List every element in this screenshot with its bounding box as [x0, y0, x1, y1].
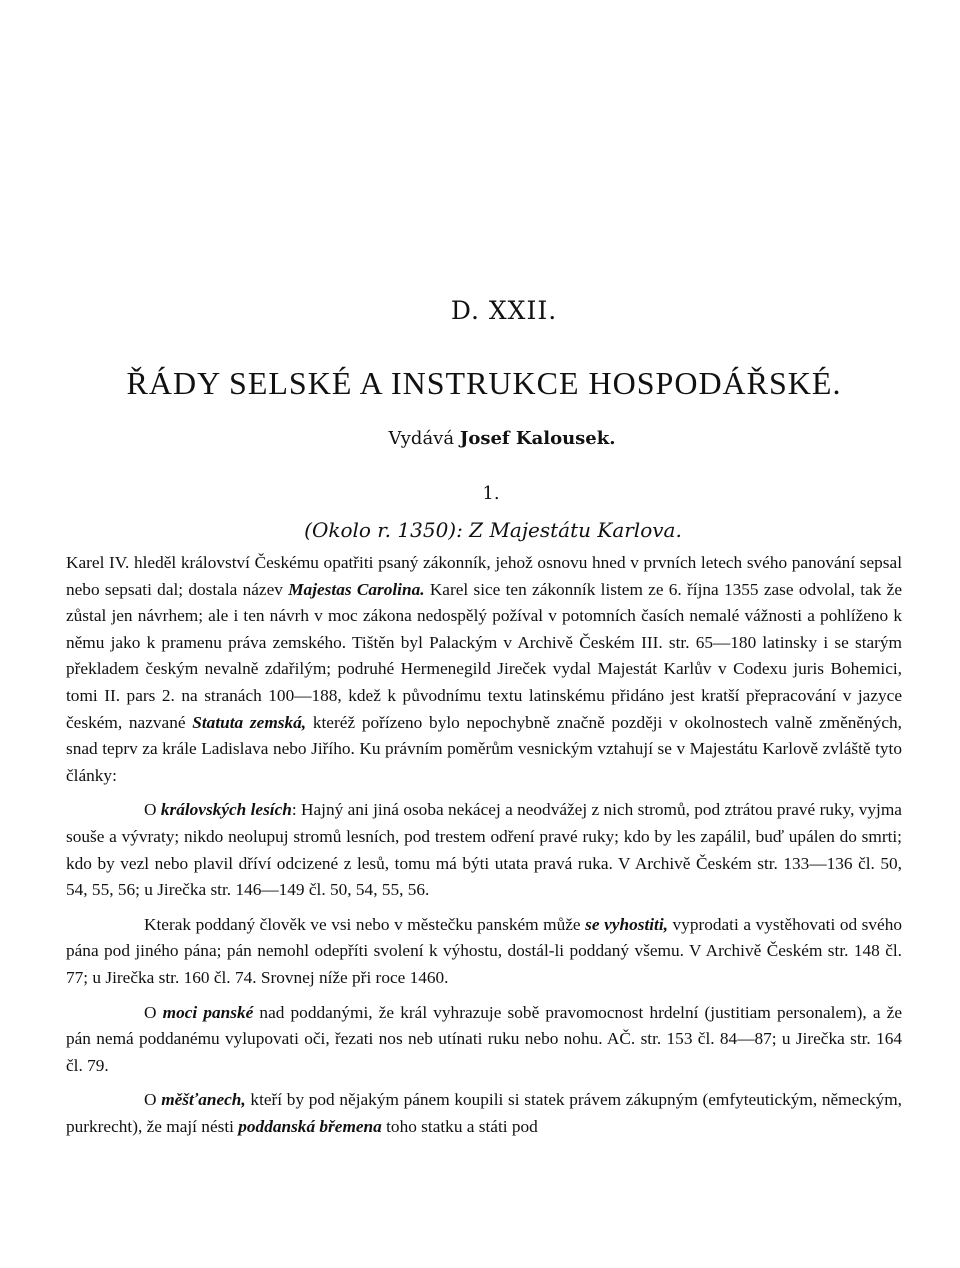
text-run: kteréž pořízeno bylo nepochybně značně později v okolnostech valně změněných, snad teprv za krále Ladislava nebo Jiřího. Ku právním poměrům vesnickým vztahují se v Majestátu Karlově zvláště tyto články:	[66, 712, 902, 785]
page-title: ŘÁDY SELSKÉ A INSTRUKCE HOSPODÁŘSKÉ.	[126, 365, 842, 401]
editor-line	[66, 428, 902, 449]
text-run: kteří by pod nějakým pánem koupili si statek právem zákupným (emfyteutickým, německým, purkrecht), že mají nésti	[66, 1090, 902, 1136]
emphasis-moci-panske: moci panské	[162, 1002, 254, 1022]
text-run: O	[144, 1090, 162, 1110]
editor-prefix: Vydává	[388, 428, 455, 449]
text-run: nad poddanými, že král vyhrazuje sobě pravomocnost hrdelní (justitiam personalem), a že pán nemá poddanému vylupovati oči, řezati nos neb utínati ruku nebo nohu. AČ. str. 153 čl. 84—87; u Jirečka str. 164 čl. 79.	[66, 1002, 902, 1075]
paragraph-lordly-power	[66, 1000, 902, 1080]
editor-name: Josef Kalousek.	[459, 428, 616, 449]
text-run: : Hajný ani jiná osoba nekácej a neodvážej z nich stromů, pod ztrátou pravé ruky, vyjma souše a vývraty; nikdo neolupuj stromů lesních, pod trestem odření pravé ruky; kdo by les zapálil, buď upálen do smrti; kdo by vezl nebo plavil dříví odcizené z lesů, tomu má býti utata pravá ruka. V Archivě Českém str. 133—136 čl. 50, 54, 55, 56; u Jirečka str. 146—149 čl. 50, 54, 55, 56.	[66, 800, 902, 900]
text-run: Karel sice ten zákonník listem ze 6. října 1355 zase odvolal, tak že zůstal jen návrhem; ale i ten návrh v moc zákona nedospělý požíval v potomních časích nemalé vážnosti a pohlíženo k němu jako k pramenu práva zemského. Tištěn byl Palackým v Archivě Českém III. str. 65—180 latinsky i se starým překladem českým nevalně zdařilým; podruhé Hermenegild Jireček vydal Majestát Karlův v Codexu juris Bohemici, tomi II. pars 2. na stranách 100—188, kdež k původnímu textu latinskému přidáno jest kratší přepracování v jazyce českém, nazvané	[66, 579, 902, 732]
text-run: O	[144, 800, 161, 820]
paragraph-burghers	[66, 1087, 902, 1140]
paragraph-forests	[66, 797, 902, 903]
document-body	[66, 550, 902, 1140]
emphasis-mestanech: měšťanech,	[161, 1090, 246, 1110]
text-run: O	[144, 1002, 163, 1022]
emphasis-statuta: Statuta zemská,	[192, 712, 307, 732]
section-number: 1.	[482, 483, 500, 504]
text-run: Kterak poddaný člověk ve vsi nebo v městečku panském může	[144, 914, 586, 934]
document-page	[66, 288, 902, 1140]
paragraph-intro	[66, 550, 902, 789]
text-run: vyprodati a vystěhovati od svého pána pod jiného pána; pán nemohl odepříti svolení k výhostu, dostál-li poddaný všemu. V Archivě Českém str. 148 čl. 77; u Jirečka str. 160 čl. 74. Srovnej níže při roce 1460.	[66, 914, 903, 987]
emphasis-vyhostiti: se vyhostiti,	[585, 914, 668, 934]
text-run: toho statku a státi pod	[381, 1116, 538, 1136]
text-run: Karel IV. hleděl království Českému opatřiti psaný zákonník, jehož osnovu hned v prvních letech svého panování sepsal nebo sepsati dal; dostala název	[66, 553, 902, 599]
section-subtitle: (Okolo r. 1350): Z Majestátu Karlova.	[304, 518, 682, 542]
emphasis-majestas: Majestas Carolina.	[288, 579, 425, 599]
paragraph-emigration	[66, 912, 902, 992]
emphasis-bremena: poddanská břemena	[238, 1116, 382, 1136]
emphasis-forests: královských lesích	[160, 800, 292, 820]
document-number: D. XXII.	[450, 296, 558, 325]
